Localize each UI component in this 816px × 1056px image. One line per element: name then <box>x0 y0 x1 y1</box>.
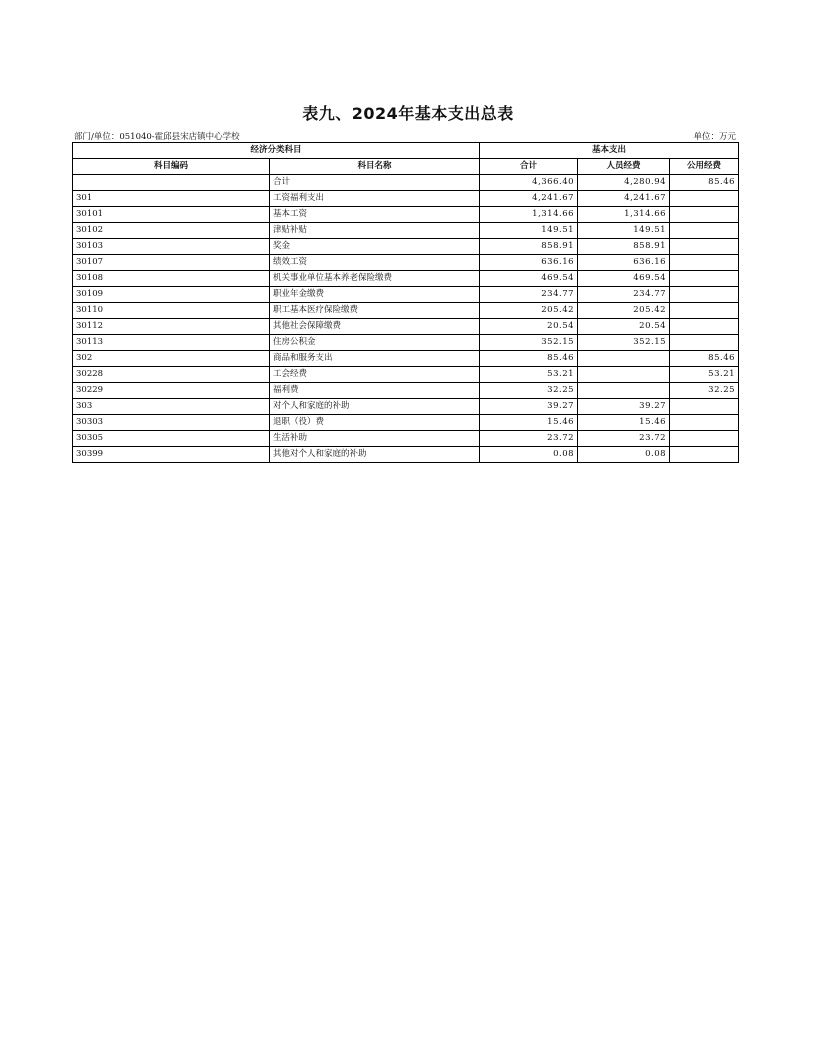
cell-code: 302 <box>73 351 270 367</box>
cell-total: 4,366.40 <box>480 175 578 191</box>
cell-personnel: 636.16 <box>578 255 670 271</box>
header-total: 合计 <box>480 159 578 175</box>
cell-name: 合计 <box>270 175 480 191</box>
unit-label: 单位：万元 <box>693 132 736 142</box>
header-basic-expenditure: 基本支出 <box>480 143 739 159</box>
header-public: 公用经费 <box>670 159 739 175</box>
cell-personnel: 234.77 <box>578 287 670 303</box>
cell-code: 30229 <box>73 383 270 399</box>
table-row <box>73 447 739 463</box>
table-row <box>73 191 739 207</box>
cell-personnel <box>578 351 670 367</box>
cell-name: 对个人和家庭的补助 <box>270 399 480 415</box>
cell-name: 奖金 <box>270 239 480 255</box>
cell-public <box>670 447 739 463</box>
table-row <box>73 223 739 239</box>
cell-personnel: 0.08 <box>578 447 670 463</box>
cell-personnel: 20.54 <box>578 319 670 335</box>
cell-name: 津贴补贴 <box>270 223 480 239</box>
cell-public <box>670 399 739 415</box>
table-row <box>73 399 739 415</box>
table-row <box>73 415 739 431</box>
cell-public: 85.46 <box>670 351 739 367</box>
table-row <box>73 335 739 351</box>
cell-code: 30103 <box>73 239 270 255</box>
page-title: 表九、2024年基本支出总表 <box>302 104 514 123</box>
cell-public <box>670 239 739 255</box>
cell-total: 858.91 <box>480 239 578 255</box>
cell-name: 退职（役）费 <box>270 415 480 431</box>
table-row <box>73 207 739 223</box>
cell-name: 其他对个人和家庭的补助 <box>270 447 480 463</box>
table-row <box>73 367 739 383</box>
cell-code: 30305 <box>73 431 270 447</box>
cell-public <box>670 431 739 447</box>
cell-personnel: 352.15 <box>578 335 670 351</box>
cell-code: 30303 <box>73 415 270 431</box>
cell-code: 30110 <box>73 303 270 319</box>
cell-personnel: 469.54 <box>578 271 670 287</box>
cell-total: 234.77 <box>480 287 578 303</box>
header-column-row <box>73 159 739 175</box>
cell-personnel: 1,314.66 <box>578 207 670 223</box>
cell-public <box>670 255 739 271</box>
cell-public <box>670 287 739 303</box>
table-row <box>73 383 739 399</box>
cell-name: 福利费 <box>270 383 480 399</box>
header-name: 科目名称 <box>270 159 480 175</box>
cell-public <box>670 335 739 351</box>
cell-total: 4,241.67 <box>480 191 578 207</box>
cell-public <box>670 415 739 431</box>
cell-code: 303 <box>73 399 270 415</box>
cell-personnel <box>578 383 670 399</box>
cell-code: 30101 <box>73 207 270 223</box>
cell-public: 32.25 <box>670 383 739 399</box>
cell-public: 53.21 <box>670 367 739 383</box>
cell-code: 30113 <box>73 335 270 351</box>
expenditure-table <box>72 142 739 463</box>
cell-name: 工资福利支出 <box>270 191 480 207</box>
cell-code: 30399 <box>73 447 270 463</box>
cell-public <box>670 303 739 319</box>
cell-personnel: 205.42 <box>578 303 670 319</box>
cell-personnel: 149.51 <box>578 223 670 239</box>
cell-public <box>670 223 739 239</box>
cell-name: 职工基本医疗保险缴费 <box>270 303 480 319</box>
cell-code: 30228 <box>73 367 270 383</box>
cell-name: 生活补助 <box>270 431 480 447</box>
cell-name: 住房公积金 <box>270 335 480 351</box>
department-label: 部门/单位：051040-霍邱县宋店镇中心学校 <box>74 132 240 142</box>
cell-name: 其他社会保障缴费 <box>270 319 480 335</box>
cell-public <box>670 271 739 287</box>
cell-total: 469.54 <box>480 271 578 287</box>
cell-personnel: 4,241.67 <box>578 191 670 207</box>
table-row <box>73 255 739 271</box>
header-code: 科目编码 <box>73 159 270 175</box>
cell-public <box>670 319 739 335</box>
cell-name: 绩效工资 <box>270 255 480 271</box>
cell-personnel <box>578 367 670 383</box>
cell-total: 23.72 <box>480 431 578 447</box>
table-row <box>73 431 739 447</box>
cell-total: 20.54 <box>480 319 578 335</box>
cell-code: 30109 <box>73 287 270 303</box>
cell-total: 149.51 <box>480 223 578 239</box>
cell-code: 30112 <box>73 319 270 335</box>
cell-total: 0.08 <box>480 447 578 463</box>
header-group-row <box>73 143 739 159</box>
table-row <box>73 271 739 287</box>
cell-name: 基本工资 <box>270 207 480 223</box>
table-row <box>73 319 739 335</box>
cell-total: 85.46 <box>480 351 578 367</box>
cell-code: 30102 <box>73 223 270 239</box>
table-body <box>73 175 739 463</box>
cell-total: 39.27 <box>480 399 578 415</box>
cell-personnel: 858.91 <box>578 239 670 255</box>
cell-public <box>670 207 739 223</box>
cell-public: 85.46 <box>670 175 739 191</box>
table-row <box>73 175 739 191</box>
cell-code: 30107 <box>73 255 270 271</box>
cell-total: 352.15 <box>480 335 578 351</box>
cell-personnel: 15.46 <box>578 415 670 431</box>
cell-total: 15.46 <box>480 415 578 431</box>
table-row <box>73 351 739 367</box>
table-row <box>73 303 739 319</box>
cell-personnel: 39.27 <box>578 399 670 415</box>
cell-total: 32.25 <box>480 383 578 399</box>
cell-total: 1,314.66 <box>480 207 578 223</box>
cell-personnel: 4,280.94 <box>578 175 670 191</box>
cell-code: 30108 <box>73 271 270 287</box>
cell-name: 机关事业单位基本养老保险缴费 <box>270 271 480 287</box>
cell-name: 职业年金缴费 <box>270 287 480 303</box>
cell-code: 301 <box>73 191 270 207</box>
cell-total: 636.16 <box>480 255 578 271</box>
header-economic-category: 经济分类科目 <box>73 143 480 159</box>
cell-code <box>73 175 270 191</box>
table-row <box>73 239 739 255</box>
header-personnel: 人员经费 <box>578 159 670 175</box>
cell-total: 205.42 <box>480 303 578 319</box>
cell-total: 53.21 <box>480 367 578 383</box>
cell-public <box>670 191 739 207</box>
cell-name: 工会经费 <box>270 367 480 383</box>
cell-personnel: 23.72 <box>578 431 670 447</box>
cell-name: 商品和服务支出 <box>270 351 480 367</box>
table-row <box>73 287 739 303</box>
